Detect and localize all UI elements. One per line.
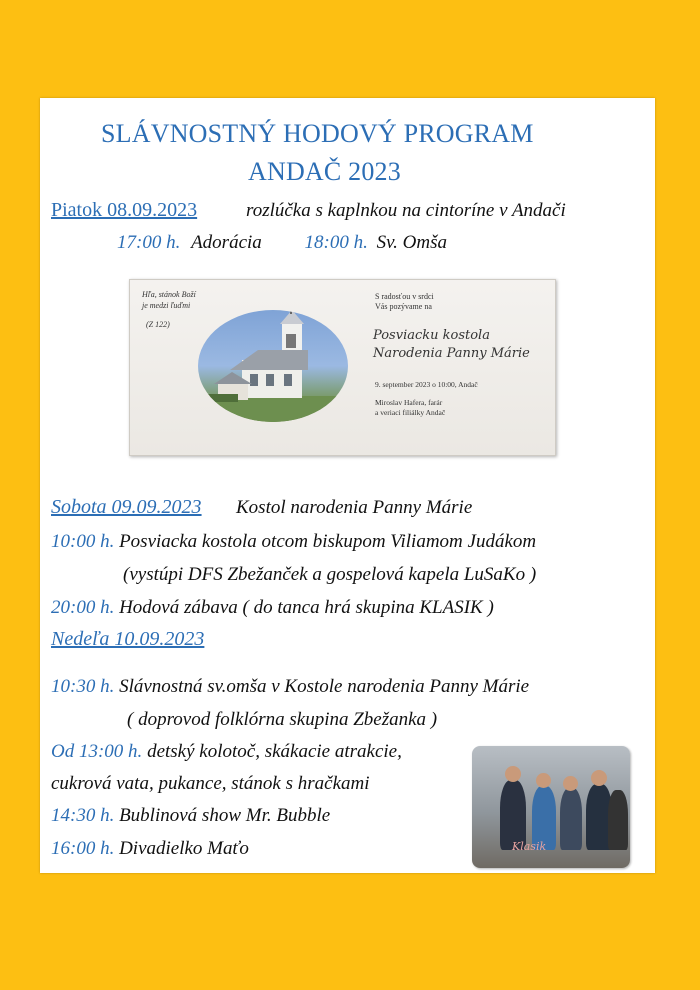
friday-time-2: 18:00 h. bbox=[304, 232, 368, 253]
sunday-event-3-row bbox=[51, 805, 330, 827]
title-line-2: ANDAČ 2023 bbox=[248, 157, 401, 186]
band-photo bbox=[472, 746, 630, 868]
invitation-intro-1: S radosťou v srdci bbox=[375, 292, 434, 301]
saturday-row bbox=[51, 496, 472, 519]
band-logo: Klasik bbox=[512, 840, 547, 853]
sunday-event-4-row bbox=[51, 838, 249, 860]
saturday-event-2-row bbox=[51, 597, 494, 619]
sunday-time-2: Od 13:00 h. bbox=[51, 741, 143, 762]
saturday-day: Sobota 09.09.2023 bbox=[51, 496, 202, 518]
saturday-desc: Kostol narodenia Panny Márie bbox=[236, 497, 473, 518]
church-photo bbox=[198, 310, 348, 422]
sunday-day: Nedeľa 10.09.2023 bbox=[51, 628, 205, 650]
band-member bbox=[560, 788, 582, 850]
friday-time-1: 17:00 h. bbox=[117, 232, 181, 253]
friday-desc: rozlúčka s kaplnkou na cintoríne v Andači bbox=[246, 200, 566, 221]
sunday-event-2-cont: cukrová vata, pukance, stánok s hračkami bbox=[51, 773, 370, 794]
saturday-event-1-note: (vystúpi DFS Zbežanček a gospelová kapela LuSaKo ) bbox=[123, 564, 537, 585]
friday-times bbox=[117, 232, 447, 254]
invitation-date: 9. september 2023 o 10:00, Andač bbox=[375, 380, 478, 389]
friday-row bbox=[51, 199, 566, 222]
sunday-time-4: 16:00 h. bbox=[51, 838, 115, 859]
friday-day: Piatok 08.09.2023 bbox=[51, 199, 198, 221]
saturday-time-1: 10:00 h. bbox=[51, 531, 115, 552]
invitation-script-1: Posviacku kostola bbox=[373, 328, 490, 343]
sunday-time-1: 10:30 h. bbox=[51, 676, 115, 697]
title-line-1: SLÁVNOSTNÝ HODOVÝ PROGRAM bbox=[101, 119, 534, 148]
church-illustration bbox=[198, 310, 348, 422]
saturday-event-1-row bbox=[51, 531, 536, 553]
invitation-intro-2: Vás pozývame na bbox=[375, 302, 432, 311]
band-member-head bbox=[563, 776, 578, 791]
band-member-head bbox=[505, 766, 521, 782]
band-member-head bbox=[536, 773, 551, 788]
invitation-card bbox=[129, 279, 556, 456]
invitation-quote-1: Hľa, stánok Boží bbox=[142, 290, 196, 299]
sunday-row bbox=[51, 628, 204, 651]
invitation-ref: (Z 122) bbox=[146, 320, 170, 329]
program-sheet bbox=[40, 98, 655, 873]
sunday-event-3: Bublinová show Mr. Bubble bbox=[119, 805, 331, 826]
sunday-event-1-note: ( doprovod folklórna skupina Zbežanka ) bbox=[127, 709, 438, 730]
sunday-event-4: Divadielko Maťo bbox=[119, 838, 249, 859]
saturday-event-1: Posviacka kostola otcom biskupom Viliamom Judákom bbox=[119, 531, 537, 552]
sunday-event-1-row bbox=[51, 676, 529, 698]
sunday-event-2: detský kolotoč, skákacie atrakcie, bbox=[147, 741, 402, 762]
saturday-event-2: Hodová zábava ( do tanca hrá skupina KLASIK ) bbox=[119, 597, 494, 618]
band-member-head bbox=[591, 770, 607, 786]
invitation-signature-2: a veriaci filiálky Andač bbox=[375, 408, 446, 417]
saturday-time-2: 20:00 h. bbox=[51, 597, 115, 618]
friday-event-1: Adorácia bbox=[191, 232, 262, 253]
invitation-signature-1: Miroslav Hafera, farár bbox=[375, 398, 443, 407]
sunday-event-2-row bbox=[51, 741, 402, 763]
sunday-event-1: Slávnostná sv.omša v Kostole narodenia Panny Márie bbox=[119, 676, 530, 697]
friday-event-2: Sv. Omša bbox=[376, 232, 447, 253]
invitation-quote-2: je medzi ľuďmi bbox=[142, 301, 191, 310]
band-member bbox=[608, 790, 628, 850]
invitation-script-2: Narodenia Panny Márie bbox=[373, 346, 530, 361]
sunday-time-3: 14:30 h. bbox=[51, 805, 115, 826]
